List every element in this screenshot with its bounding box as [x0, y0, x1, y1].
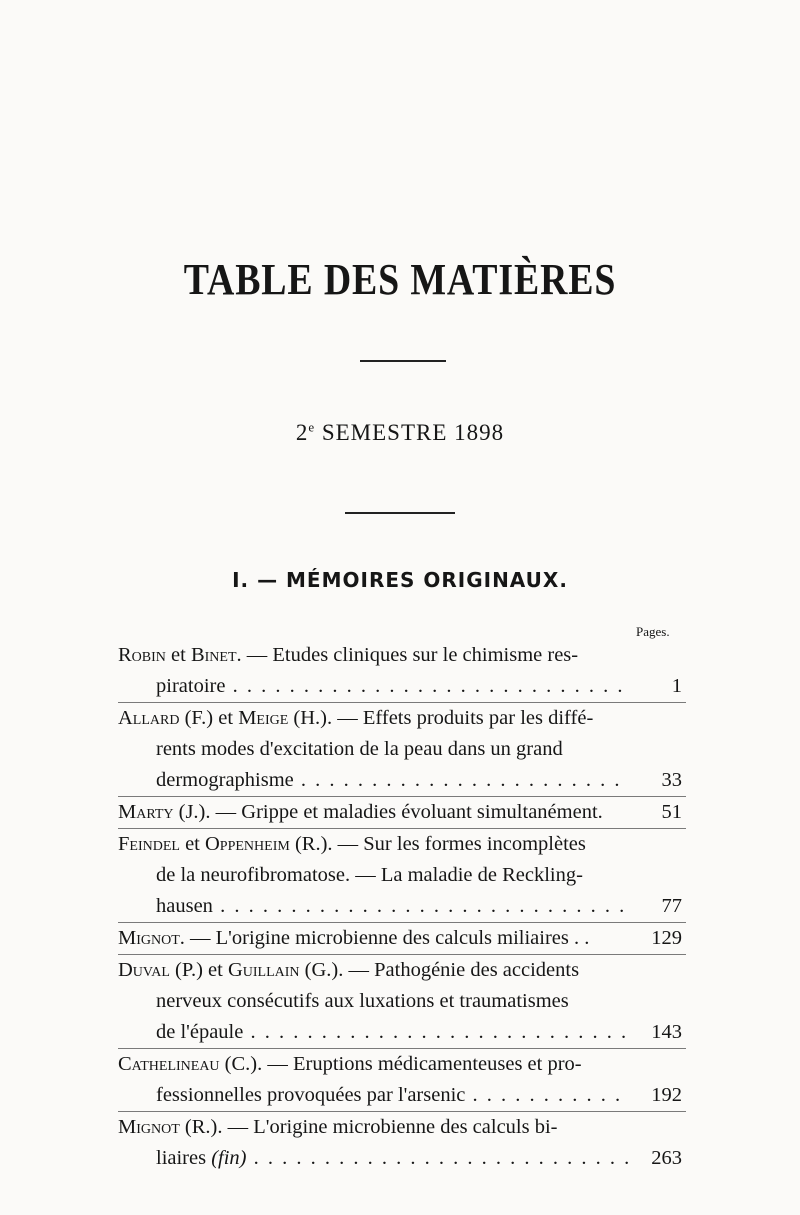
author-name: Feindel [118, 833, 180, 855]
section-heading: I. — MÉMOIRES ORIGINAUX. [232, 568, 568, 592]
toc-entry [118, 1048, 686, 1111]
entry-line [118, 891, 628, 922]
entry-line [118, 765, 628, 796]
entry-line [118, 703, 628, 734]
page-number: 1 [671, 675, 682, 697]
entry-line [118, 923, 628, 954]
author-initials: . [236, 644, 242, 666]
toc-entry [118, 702, 686, 796]
leader-dots [243, 1021, 628, 1043]
author-name: Marty [118, 801, 174, 823]
entry-title: fessionnelles provoquées par l'arsenic [156, 1084, 466, 1106]
author-connector: (F.) et [179, 707, 239, 729]
toc-entry [118, 828, 686, 922]
leader-dots [213, 895, 628, 917]
page-number: 263 [651, 1147, 682, 1169]
pages-column-label: Pages. [636, 624, 670, 639]
entry-fin-note: (fin) [211, 1147, 247, 1169]
page-title: TABLE DES MATIÈRES [183, 255, 617, 304]
entry-title: hausen [156, 895, 213, 917]
semester-heading [0, 420, 800, 446]
author-name: Binet [190, 644, 237, 666]
entry-title: — Eruptions médicamenteuses et pro- [262, 1053, 582, 1075]
page-number: 51 [661, 801, 682, 823]
leader-dots [247, 1147, 628, 1169]
entry-title: — Grippe et maladies évoluant simultanément. [210, 801, 603, 823]
entry-title: — Pathogénie des accidents [343, 959, 580, 981]
entry-line [118, 797, 628, 828]
semester-ordinal-suffix: e [308, 419, 316, 435]
leader-dots [225, 675, 628, 697]
toc-entry [118, 954, 686, 1048]
toc-entry [118, 922, 686, 954]
page-number: 129 [651, 927, 682, 949]
page-number: 192 [651, 1084, 682, 1106]
entry-title: — L'origine microbienne des calculs miliaires . . [184, 927, 590, 949]
author-initials: (R.). [289, 833, 333, 855]
entry-title: de la neurofibromatose. — La maladie de Reckling- [156, 864, 583, 886]
entry-line [118, 640, 628, 671]
leader-dots [465, 1084, 628, 1106]
entry-title: liaires [156, 1147, 212, 1169]
divider-rule [360, 360, 446, 362]
leader-dots [294, 769, 628, 791]
author-name: Oppenheim [205, 833, 290, 855]
divider-rule [345, 512, 455, 514]
entry-line [118, 1017, 628, 1048]
entry-title: de l'épaule [156, 1021, 244, 1043]
author-connector: et [179, 833, 205, 855]
table-of-contents [118, 640, 686, 1174]
author-name: Robin [118, 644, 166, 666]
author-initials: (H.). [288, 707, 333, 729]
author-name: Mignot [118, 927, 180, 949]
author-name: Cathelineau [118, 1053, 220, 1075]
toc-entry [118, 1111, 686, 1174]
author-name: Duval [118, 959, 170, 981]
author-initials: (C.). [219, 1053, 263, 1075]
author-initials: (J.). [173, 801, 211, 823]
entry-line [118, 1080, 628, 1111]
entry-line [118, 1143, 628, 1174]
author-name: Meige [238, 707, 289, 729]
entry-title: rents modes d'excitation de la peau dans un grand [156, 738, 563, 760]
entry-line [118, 1049, 628, 1080]
toc-entry [118, 640, 686, 702]
entry-line [118, 829, 628, 860]
author-initials: (G.). [299, 959, 344, 981]
author-name: Guillain [227, 959, 300, 981]
author-initials: (R.). [179, 1116, 223, 1138]
entry-title: — Effets produits par les diffé- [332, 707, 594, 729]
page-number: 33 [661, 769, 682, 791]
semester-ordinal: 2 [295, 420, 309, 445]
entry-title: — Sur les formes incomplètes [332, 833, 586, 855]
entry-title: nerveux consécutifs aux luxations et traumatismes [156, 990, 569, 1012]
entry-line [118, 986, 628, 1017]
page-number: 143 [651, 1021, 682, 1043]
author-initials: . [179, 927, 185, 949]
entry-title: — Etudes cliniques sur le chimisme res- [241, 644, 579, 666]
entry-title: — L'origine microbienne des calculs bi- [222, 1116, 558, 1138]
entry-line [118, 860, 628, 891]
author-connector: et [165, 644, 191, 666]
entry-line [118, 955, 628, 986]
entry-line [118, 1112, 628, 1143]
author-connector: (P.) et [169, 959, 228, 981]
author-name: Allard [118, 707, 180, 729]
semester-label: SEMESTRE 1898 [321, 420, 505, 445]
entry-line [118, 671, 628, 702]
entry-line [118, 734, 628, 765]
toc-entry [118, 796, 686, 828]
author-name: Mignot [118, 1116, 180, 1138]
entry-title: dermographisme [156, 769, 294, 791]
entry-title: piratoire [156, 675, 226, 697]
page-number: 77 [661, 895, 682, 917]
